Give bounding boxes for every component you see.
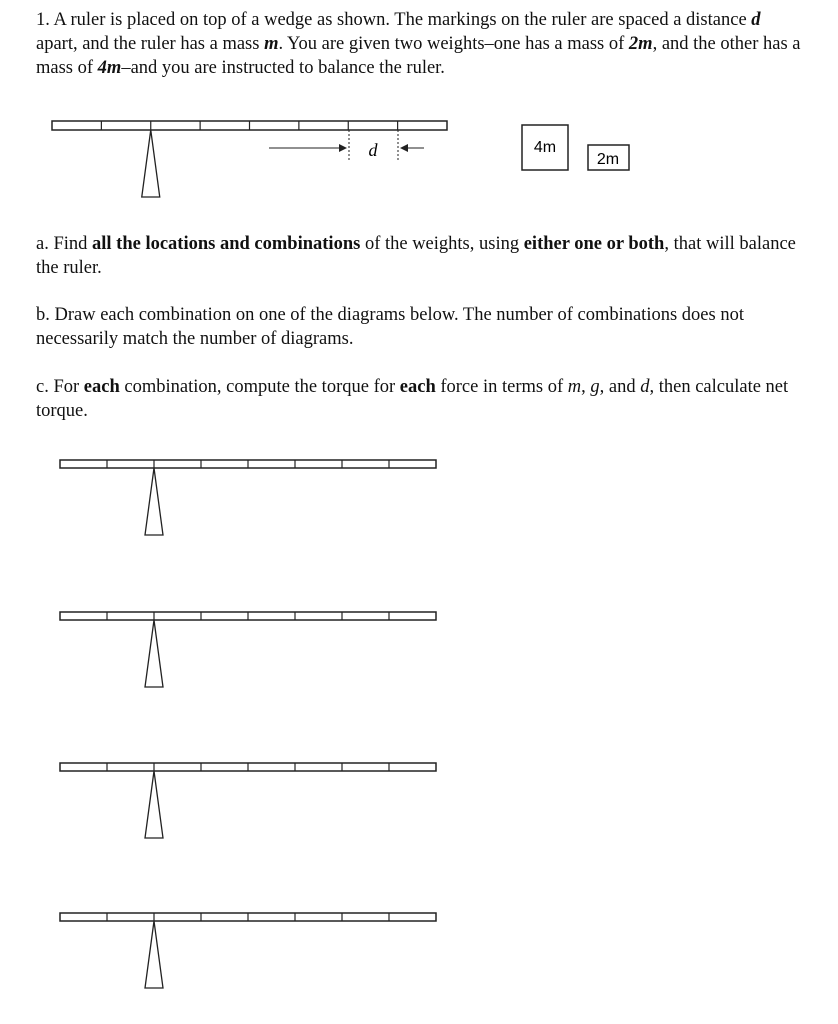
var-m: m [264, 34, 279, 54]
text: apart, and the ruler has a mass [36, 34, 265, 54]
text: all the locations and combinations [92, 234, 361, 254]
wedge-pivot [145, 921, 163, 988]
text: , and the other has a mass of [36, 34, 801, 78]
ruler-with-wedge [60, 460, 436, 535]
wedge-pivot [145, 468, 163, 535]
text: g [590, 377, 600, 397]
ruler-with-wedge [60, 913, 436, 988]
mass-4m: 4m [97, 58, 122, 78]
text: –and you are instructed to balance the ruler. [121, 58, 445, 78]
text: combination, compute the torque for [119, 377, 400, 397]
question-number: 1. [36, 10, 50, 30]
ruler-with-wedge [60, 612, 436, 687]
text: each [83, 377, 120, 397]
weight-2m-label: 2m [596, 151, 620, 168]
wedge-pivot [145, 771, 163, 838]
text: a. Find [36, 234, 93, 254]
spacing-label: d [368, 140, 378, 160]
ruler-with-wedge [60, 763, 436, 838]
text: , and [599, 377, 641, 397]
text: c. For [36, 377, 84, 397]
text: force in terms of [435, 377, 568, 397]
weight-4m-label: 4m [533, 139, 557, 156]
wedge-pivot [145, 620, 163, 687]
text: m [567, 377, 582, 397]
text: . You are given two weights–one has a mass of [278, 34, 629, 54]
mass-2m: 2m [628, 34, 653, 54]
var-d: d [751, 10, 761, 30]
text: , [581, 377, 591, 397]
text: of the weights, using [360, 234, 524, 254]
text: each [399, 377, 436, 397]
text: d [640, 377, 650, 397]
text: A ruler is placed on top of a wedge as shown. The markings on the ruler are spaced a distance [49, 10, 752, 30]
text: either one or both [523, 234, 665, 254]
text: , then calculate net torque. [36, 377, 789, 421]
text: , that will balance the ruler. [36, 234, 796, 278]
part-b: b. Draw each combination on one of the diagrams below. The number of combinations does not necessarily match the number of diagrams. [36, 305, 744, 349]
